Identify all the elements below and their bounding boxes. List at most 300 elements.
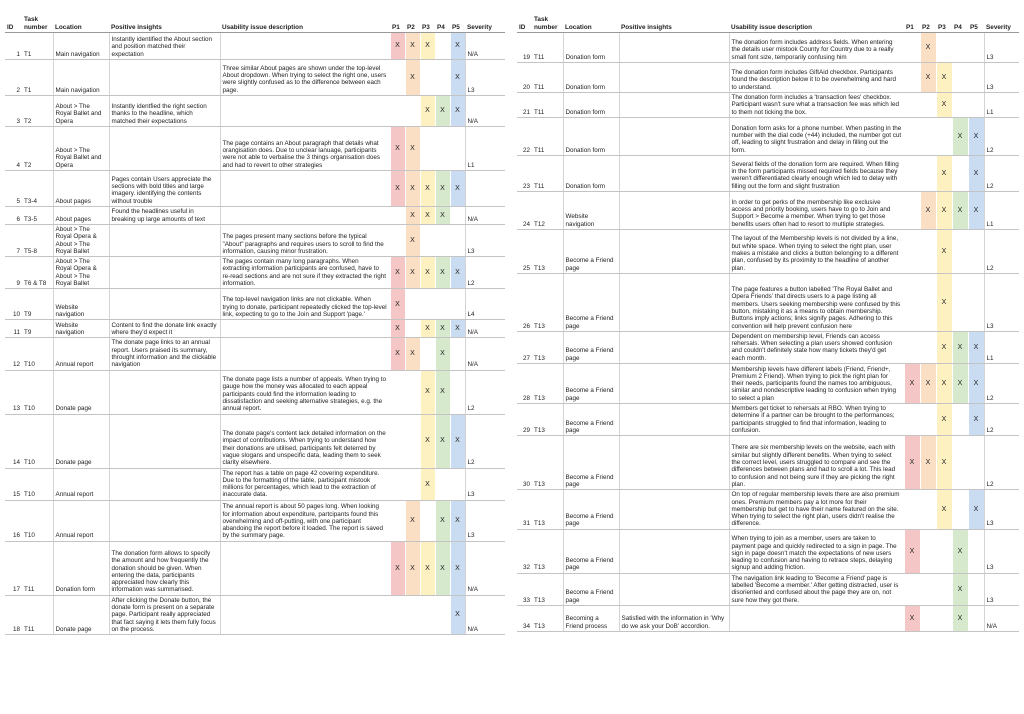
cell-participant-p5	[968, 93, 984, 118]
cell-participant-p5	[968, 33, 984, 63]
cell-issue-description: The annual report is about 50 pages long. When looking for information about expenditure, partcipants found this overwhelming and off-putting, with one participant abandoing the report before it loaded. The report is saved by the summary page.	[220, 500, 390, 541]
cell-task: T2	[22, 127, 53, 171]
table-row	[5, 370, 505, 414]
cell-positive-insight: The donate page links to an annual report. Users praised its summary, throught information and the clickable navigation	[109, 338, 220, 370]
col-header-p3: P3	[420, 6, 435, 33]
cell-participant-p4: X	[435, 171, 450, 207]
col-header-p2: P2	[405, 6, 420, 33]
cell-task: T13	[532, 273, 563, 331]
cell-severity: L2	[984, 436, 1019, 490]
cell-location: Main navigation	[53, 60, 109, 96]
cell-issue-description: Membership levels have different labels (Friend, Friend+, Premium 2 Friend). When trying to pick the right plan for their needs, participants found the names too ambiguous, similar and nondescriptive leading to confusion when trying to select a plan	[729, 364, 904, 404]
cell-location: Donation form	[563, 117, 619, 155]
cell-severity: L3	[984, 490, 1019, 529]
right-findings-table	[517, 6, 1019, 632]
cell-participant-p2	[920, 605, 936, 631]
cell-location: Become a Friend page	[563, 404, 619, 436]
cell-task: T9	[22, 289, 53, 320]
cell-participant-p4: X	[435, 541, 450, 595]
cell-participant-p5	[968, 436, 984, 490]
cell-id: 21	[517, 93, 532, 118]
cell-location: Annual report	[53, 338, 109, 370]
cell-severity: L1	[465, 127, 505, 171]
cell-issue-description: The donation form includes GiftAid checkbox. Participants found the description below it to be overwhelming and hard to understand.	[729, 63, 904, 93]
cell-participant-p5	[968, 229, 984, 273]
col-header-location: Location	[563, 6, 619, 33]
col-header-id: ID	[5, 6, 22, 33]
cell-participant-p1: X	[904, 364, 920, 404]
cell-participant-p4: X	[952, 605, 968, 631]
cell-participant-p5	[968, 529, 984, 573]
cell-id: 26	[517, 273, 532, 331]
cell-participant-p1	[904, 63, 920, 93]
cell-positive-insight: Content to find the donate link exactly where they'd expect it	[109, 320, 220, 338]
cell-id: 11	[5, 320, 22, 338]
cell-task: T13	[532, 529, 563, 573]
cell-participant-p4	[435, 60, 450, 96]
cell-participant-p5	[450, 468, 465, 500]
cell-issue-description	[220, 33, 390, 60]
cell-id: 30	[517, 436, 532, 490]
col-header-location: Location	[53, 6, 109, 33]
cell-issue-description: The pages contain many long paragraphs. When extracting information participants are confused, have to re-read sections and are not sure if they extracted the right information.	[220, 257, 390, 289]
cell-participant-p5: X	[968, 490, 984, 529]
cell-positive-insight	[619, 490, 729, 529]
cell-severity: N/A	[465, 207, 505, 225]
cell-location: Become a Friend page	[563, 229, 619, 273]
cell-id: 16	[5, 500, 22, 541]
cell-severity: L3	[465, 468, 505, 500]
cell-id: 32	[517, 529, 532, 573]
cell-location: Donation form	[563, 93, 619, 118]
cell-participant-p4	[435, 127, 450, 171]
cell-id: 20	[517, 63, 532, 93]
cell-participant-p3: X	[936, 331, 952, 363]
cell-task: T11	[22, 595, 53, 634]
cell-participant-p5	[450, 338, 465, 370]
cell-participant-p5: X	[450, 257, 465, 289]
cell-location: About > The Royal Ballet and Opera	[53, 96, 109, 127]
cell-participant-p1	[904, 229, 920, 273]
cell-participant-p1	[904, 573, 920, 605]
cell-participant-p4	[952, 63, 968, 93]
cell-participant-p3: X	[936, 364, 952, 404]
cell-location: Become a Friend page	[563, 529, 619, 573]
cell-participant-p4: X	[435, 207, 450, 225]
cell-task: T13	[532, 490, 563, 529]
cell-location: Donation form	[53, 541, 109, 595]
cell-issue-description: The top-level navigation links are not clickable. When trying to donate, participant repeatedly clicked the top-level link, expecting to go to the Join and Support 'page.'	[220, 289, 390, 320]
table-row	[5, 289, 505, 320]
cell-id: 6	[5, 207, 22, 225]
cell-participant-p1: X	[390, 257, 405, 289]
cell-participant-p4	[952, 229, 968, 273]
table-row	[517, 364, 1019, 404]
cell-participant-p4: X	[435, 338, 450, 370]
cell-id: 18	[5, 595, 22, 634]
cell-severity: L2	[465, 257, 505, 289]
col-header-p4: P4	[952, 6, 968, 33]
cell-id: 23	[517, 155, 532, 191]
table-row	[517, 155, 1019, 191]
cell-severity: L2	[984, 404, 1019, 436]
cell-participant-p3: X	[936, 191, 952, 229]
cell-participant-p5: X	[968, 117, 984, 155]
cell-participant-p1	[904, 155, 920, 191]
cell-participant-p1	[390, 468, 405, 500]
cell-id: 13	[5, 370, 22, 414]
cell-severity: L2	[465, 370, 505, 414]
table-row	[5, 207, 505, 225]
cell-severity: N/A	[465, 338, 505, 370]
cell-severity	[465, 171, 505, 207]
cell-severity: L3	[984, 573, 1019, 605]
col-header-p4: P4	[435, 6, 450, 33]
cell-task: T1	[22, 33, 53, 60]
cell-participant-p1: X	[390, 320, 405, 338]
cell-participant-p3: X	[936, 93, 952, 118]
cell-severity: L3	[465, 60, 505, 96]
cell-id: 29	[517, 404, 532, 436]
cell-positive-insight	[109, 257, 220, 289]
cell-participant-p1: X	[390, 541, 405, 595]
cell-location: Become a Friend page	[563, 273, 619, 331]
cell-task: T13	[532, 404, 563, 436]
cell-id: 24	[517, 191, 532, 229]
cell-participant-p1	[390, 225, 405, 257]
cell-participant-p3: X	[936, 63, 952, 93]
cell-participant-p4: X	[952, 529, 968, 573]
cell-participant-p2: X	[920, 436, 936, 490]
cell-participant-p5	[968, 573, 984, 605]
cell-participant-p5: X	[450, 414, 465, 468]
cell-location: Become a Friend page	[563, 364, 619, 404]
cell-participant-p4: X	[952, 573, 968, 605]
cell-id: 14	[5, 414, 22, 468]
col-header-p5: P5	[968, 6, 984, 33]
cell-task: T11	[532, 33, 563, 63]
col-header-id: ID	[517, 6, 532, 33]
cell-severity: N/A	[465, 320, 505, 338]
table-row	[517, 573, 1019, 605]
cell-severity: L3	[465, 500, 505, 541]
cell-participant-p2: X	[405, 225, 420, 257]
cell-id: 34	[517, 605, 532, 631]
cell-participant-p5	[450, 127, 465, 171]
cell-participant-p3	[420, 60, 435, 96]
cell-positive-insight	[619, 229, 729, 273]
cell-task: T6 & T8	[22, 257, 53, 289]
cell-participant-p1	[904, 490, 920, 529]
cell-task: T2	[22, 96, 53, 127]
cell-participant-p3: X	[420, 541, 435, 595]
cell-participant-p1	[390, 370, 405, 414]
cell-participant-p2: X	[920, 63, 936, 93]
cell-participant-p2: X	[405, 500, 420, 541]
cell-positive-insight	[109, 60, 220, 96]
table-row	[517, 229, 1019, 273]
cell-participant-p4: X	[952, 117, 968, 155]
cell-severity: L1	[984, 93, 1019, 118]
cell-participant-p1: X	[904, 529, 920, 573]
cell-participant-p2	[405, 370, 420, 414]
cell-participant-p4	[435, 33, 450, 60]
cell-severity: L3	[984, 33, 1019, 63]
cell-issue-description	[220, 595, 390, 634]
cell-participant-p2: X	[920, 33, 936, 63]
cell-participant-p2	[405, 289, 420, 320]
cell-participant-p3: X	[420, 171, 435, 207]
cell-participant-p4: X	[435, 96, 450, 127]
cell-participant-p3	[936, 605, 952, 631]
table-row	[517, 93, 1019, 118]
cell-positive-insight	[619, 331, 729, 363]
cell-participant-p4	[952, 273, 968, 331]
cell-id: 17	[5, 541, 22, 595]
header-row	[5, 6, 505, 33]
cell-participant-p5: X	[450, 96, 465, 127]
cell-participant-p3	[420, 225, 435, 257]
cell-positive-insight	[619, 273, 729, 331]
table-row	[5, 171, 505, 207]
cell-severity: N/A	[984, 605, 1019, 631]
cell-positive-insight	[619, 573, 729, 605]
cell-participant-p2	[405, 320, 420, 338]
cell-task: T5-8	[22, 225, 53, 257]
cell-issue-description: When trying to join as a member, users are taken to payment page and quickly redirected to a sign in page. The sign in page doesn't match the expectations of new users leading to confusion and having to retrace steps, delaying signup and adding friction.	[729, 529, 904, 573]
cell-participant-p2	[920, 404, 936, 436]
cell-participant-p5	[450, 370, 465, 414]
cell-id: 1	[5, 33, 22, 60]
cell-participant-p5: X	[968, 331, 984, 363]
cell-participant-p3: X	[936, 273, 952, 331]
cell-participant-p4	[435, 595, 450, 634]
cell-id: 22	[517, 117, 532, 155]
cell-id: 5	[5, 171, 22, 207]
left-findings-table	[5, 6, 505, 635]
cell-task: T13	[532, 331, 563, 363]
cell-positive-insight	[619, 191, 729, 229]
cell-participant-p2	[920, 155, 936, 191]
cell-task: T10	[22, 414, 53, 468]
cell-severity: L2	[984, 364, 1019, 404]
cell-task: T11	[532, 117, 563, 155]
cell-participant-p4: X	[952, 191, 968, 229]
cell-positive-insight: Pages contain Users appreciate the sections with bold titles and large imagery. identifying the contents without trouble	[109, 171, 220, 207]
cell-participant-p3: X	[420, 257, 435, 289]
col-header-severity: Severity	[984, 6, 1019, 33]
cell-participant-p4	[952, 93, 968, 118]
cell-location: Donate page	[53, 595, 109, 634]
col-header-issue: Usability issue description	[729, 6, 904, 33]
cell-participant-p1	[390, 60, 405, 96]
cell-participant-p2	[920, 117, 936, 155]
cell-severity: L2	[465, 414, 505, 468]
cell-task: T10	[22, 468, 53, 500]
table-row	[517, 33, 1019, 63]
cell-issue-description: The layout of the Membership levels is not divided by a line, but white space. When trying to select the right plan, user makes a mistake and clicks a button belonging to a different plan, confused by its proximity to the headline of another plan.	[729, 229, 904, 273]
cell-location: Donation form	[563, 33, 619, 63]
cell-positive-insight	[109, 500, 220, 541]
cell-issue-description: The page features a button labelled 'The Royal Ballet and Opera Friends' that directs users to a page listing all members. Users seeking membership were confused by this button, mistaking it as a means to obtain membership. Buttons imply actions; links signify pages. Adhering to this convention will help prevent confusion here	[729, 273, 904, 331]
cell-participant-p4: X	[435, 500, 450, 541]
cell-participant-p2	[920, 490, 936, 529]
cell-positive-insight: The donation form allows to specify the amount and how frequently the donation should be given. When entering the data, participants appreciated how clearly this information was summarised.	[109, 541, 220, 595]
cell-participant-p1	[904, 331, 920, 363]
cell-participant-p4: X	[435, 320, 450, 338]
cell-issue-description	[220, 171, 390, 207]
cell-participant-p2: X	[405, 257, 420, 289]
cell-location: Website navigation	[53, 320, 109, 338]
cell-participant-p3	[420, 289, 435, 320]
table-row	[517, 63, 1019, 93]
cell-participant-p2	[405, 414, 420, 468]
table-row	[517, 404, 1019, 436]
right-table-body	[517, 33, 1019, 632]
col-header-p1: P1	[904, 6, 920, 33]
cell-participant-p5	[450, 289, 465, 320]
cell-positive-insight	[109, 468, 220, 500]
col-header-severity: Severity	[465, 6, 505, 33]
cell-task: T13	[532, 605, 563, 631]
cell-positive-insight: Satisfied with the information in 'Why do we ask your DoB' accordion.	[619, 605, 729, 631]
cell-task: T11	[532, 155, 563, 191]
cell-issue-description: Dependent on membership level, Friends can access rehersals. When selecting a plan users showed confusion and couldn't definitely state how many tickets they'd get each month.	[729, 331, 904, 363]
cell-participant-p4	[435, 225, 450, 257]
cell-task: T11	[22, 541, 53, 595]
cell-participant-p2: X	[405, 33, 420, 60]
cell-participant-p5	[450, 225, 465, 257]
cell-location: About > The Royal Opera & About > The Royal Ballet	[53, 257, 109, 289]
cell-id: 25	[517, 229, 532, 273]
cell-participant-p5: X	[450, 33, 465, 60]
cell-positive-insight	[109, 370, 220, 414]
cell-participant-p4: X	[435, 370, 450, 414]
cell-location: Becoming a Friend process	[563, 605, 619, 631]
cell-participant-p3	[420, 338, 435, 370]
cell-task: T11	[532, 63, 563, 93]
cell-participant-p1: X	[390, 171, 405, 207]
cell-issue-description: Several fields of the donation form are required. When filling in the form participants missed required fields because they weren't differentiated clearly enough which led to delay with filling out the form and slight frustration	[729, 155, 904, 191]
cell-participant-p3: X	[936, 490, 952, 529]
cell-task: T10	[22, 500, 53, 541]
cell-location: Website navigation	[53, 289, 109, 320]
cell-id: 33	[517, 573, 532, 605]
col-header-p5: P5	[450, 6, 465, 33]
cell-issue-description: In order to get perks of the membership like exclusive access and priority booking, users have to go to Join and Support > Become a member. When trying to get those benefits users often had to resort to multiple strategies.	[729, 191, 904, 229]
cell-participant-p3: X	[420, 468, 435, 500]
cell-severity: N/A	[465, 96, 505, 127]
cell-participant-p4	[952, 490, 968, 529]
cell-severity: L2	[984, 155, 1019, 191]
cell-positive-insight: Instantly identified the About section and position matched their expectation	[109, 33, 220, 60]
table-row	[5, 541, 505, 595]
cell-participant-p5: X	[968, 155, 984, 191]
cell-participant-p1	[390, 414, 405, 468]
cell-participant-p5	[968, 605, 984, 631]
cell-participant-p1	[390, 500, 405, 541]
cell-participant-p3	[936, 117, 952, 155]
cell-participant-p3: X	[420, 33, 435, 60]
cell-participant-p4: X	[435, 414, 450, 468]
cell-issue-description: The report has a table on page 42 covering expenditure. Due to the formatting of the table, participant mistook millions for percentages, which lead to the extraction of inaccurate data.	[220, 468, 390, 500]
cell-task: T3-4	[22, 171, 53, 207]
cell-participant-p3	[420, 500, 435, 541]
table-row	[517, 331, 1019, 363]
cell-participant-p3: X	[936, 155, 952, 191]
cell-participant-p2: X	[920, 191, 936, 229]
cell-participant-p5: X	[968, 404, 984, 436]
cell-severity: L3	[465, 225, 505, 257]
cell-severity: L1	[984, 331, 1019, 363]
cell-participant-p2	[405, 96, 420, 127]
cell-id: 19	[517, 33, 532, 63]
table-row	[5, 60, 505, 96]
cell-location: Annual report	[53, 468, 109, 500]
col-header-positive: Positive insights	[619, 6, 729, 33]
cell-issue-description: The donate page lists a number of appeals. When trying to gauge how the money was allocated to each appeal participants could find the information leading to dissatisfaction and seeking alternative strategies, e.g. the annual report.	[220, 370, 390, 414]
cell-severity: L2	[984, 229, 1019, 273]
cell-location: Donate page	[53, 370, 109, 414]
cell-participant-p1: X	[904, 436, 920, 490]
cell-severity: N/A	[465, 541, 505, 595]
cell-task: T3-5	[22, 207, 53, 225]
cell-positive-insight	[619, 155, 729, 191]
cell-participant-p3: X	[936, 436, 952, 490]
cell-positive-insight: Found the headlines useful in breaking up large amounts of text	[109, 207, 220, 225]
table-row	[5, 595, 505, 634]
cell-location: About > The Royal Opera & About > The Royal Ballet	[53, 225, 109, 257]
cell-participant-p2: X	[405, 541, 420, 595]
cell-task: T1	[22, 60, 53, 96]
col-header-task: Task number	[532, 6, 563, 33]
table-row	[5, 500, 505, 541]
cell-participant-p5	[968, 273, 984, 331]
cell-severity: N/A	[465, 595, 505, 634]
cell-positive-insight	[619, 33, 729, 63]
cell-location: Annual report	[53, 500, 109, 541]
cell-task: T13	[532, 229, 563, 273]
cell-participant-p1	[390, 207, 405, 225]
cell-issue-description	[220, 207, 390, 225]
cell-issue-description: On top of regular membership levels there are also premium ones. Premium members pay a lot more for their membership but get to have their name featured on the site. When trying to select the right plan, users didn't realise the difference.	[729, 490, 904, 529]
cell-participant-p3: X	[936, 229, 952, 273]
cell-location: Become a Friend page	[563, 436, 619, 490]
cell-participant-p2: X	[920, 364, 936, 404]
cell-participant-p2: X	[405, 171, 420, 207]
cell-id: 27	[517, 331, 532, 363]
cell-participant-p4: X	[952, 364, 968, 404]
cell-participant-p3: X	[936, 404, 952, 436]
cell-location: Main navigation	[53, 33, 109, 60]
cell-participant-p4: X	[952, 331, 968, 363]
cell-location: Donation form	[563, 155, 619, 191]
table-row	[5, 338, 505, 370]
cell-task: T12	[532, 191, 563, 229]
cell-severity: L4	[465, 289, 505, 320]
cell-issue-description: The navigation link leading to 'Become a Friend' page is labelled 'Become a member.' After getting distracted, user is disoriented and confused about the page they are on, not sure how they got there.	[729, 573, 904, 605]
cell-issue-description: Members get ticket to rehersals at RBO. When trying to determine if a partner can be brought to the performances; participants struggled to find that information, leading to confusion.	[729, 404, 904, 436]
cell-participant-p3: X	[420, 207, 435, 225]
cell-positive-insight	[619, 436, 729, 490]
cell-participant-p2: X	[405, 338, 420, 370]
cell-task: T13	[532, 364, 563, 404]
cell-issue-description: The page contains an About paragraph that details what orangisation does. Due to unclear lanuage, participants were not able to verbalise the 3 things organisation does and had to revert to other strategies	[220, 127, 390, 171]
cell-issue-description: There are six membership levels on the website, each with similar but slightly different benefits. When trying to select the correct level, users struggled to compare and see the differences between plans and had to scroll a lot. This lead to confusion and not being sure if they are picking the right plan.	[729, 436, 904, 490]
cell-location: Website navigation	[563, 191, 619, 229]
cell-participant-p1	[904, 404, 920, 436]
cell-participant-p4: X	[435, 257, 450, 289]
